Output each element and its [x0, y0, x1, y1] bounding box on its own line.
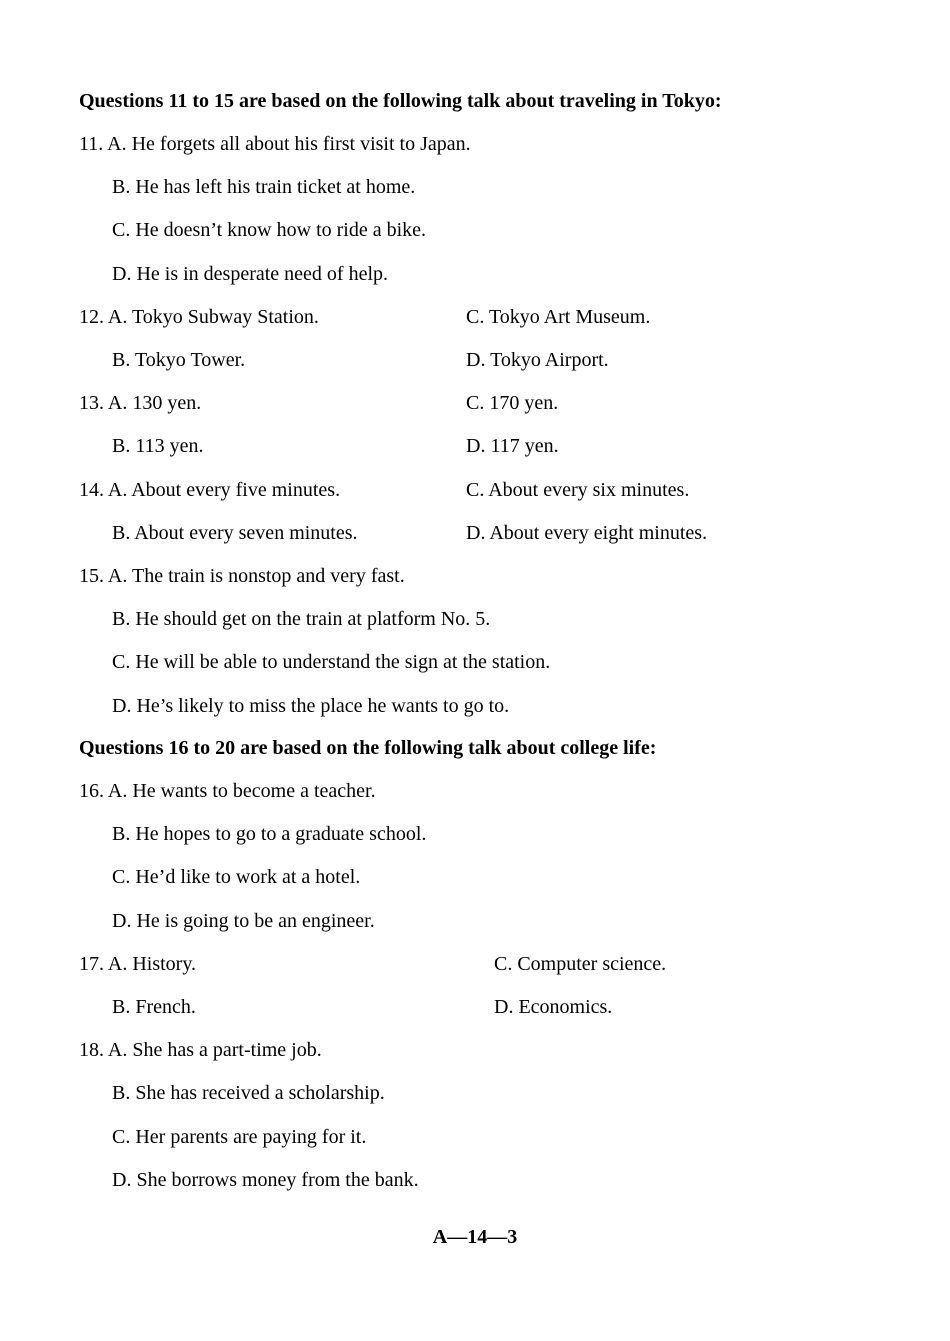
q14-option-b: B. About every seven minutes. — [112, 522, 358, 544]
section-heading-11-15: Questions 11 to 15 are based on the following talk about traveling in Tokyo: — [79, 90, 722, 112]
q11-option-d: D. He is in desperate need of help. — [112, 263, 389, 285]
q14-option-a: 14. A. About every five minutes. — [79, 479, 341, 501]
q18-option-a: 18. A. She has a part-time job. — [79, 1039, 322, 1061]
q17-option-b: B. French. — [112, 996, 196, 1018]
q17-option-d: D. Economics. — [494, 996, 613, 1018]
q14-option-c: C. About every six minutes. — [466, 479, 690, 501]
q18-option-c: C. Her parents are paying for it. — [112, 1126, 367, 1148]
q11-option-b: B. He has left his train ticket at home. — [112, 176, 416, 198]
q16-option-a: 16. A. He wants to become a teacher. — [79, 780, 376, 802]
q15-option-b: B. He should get on the train at platform No. 5. — [112, 608, 491, 630]
q15-option-a: 15. A. The train is nonstop and very fast. — [79, 565, 405, 587]
q17-option-a: 17. A. History. — [79, 953, 197, 975]
q15-option-d: D. He’s likely to miss the place he wants to go to. — [112, 695, 510, 717]
q11-option-a: 11. A. He forgets all about his first visit to Japan. — [79, 133, 471, 155]
q13-option-b: B. 113 yen. — [112, 435, 204, 457]
q16-option-b: B. He hopes to go to a graduate school. — [112, 823, 427, 845]
q17-option-c: C. Computer science. — [494, 953, 667, 975]
q11-option-c: C. He doesn’t know how to ride a bike. — [112, 219, 427, 241]
q18-option-b: B. She has received a scholarship. — [112, 1082, 385, 1104]
q12-option-b: B. Tokyo Tower. — [112, 349, 246, 371]
q15-option-c: C. He will be able to understand the sign at the station. — [112, 651, 551, 673]
q18-option-d: D. She borrows money from the bank. — [112, 1169, 419, 1191]
section-heading-16-20: Questions 16 to 20 are based on the following talk about college life: — [79, 737, 657, 759]
q13-option-d: D. 117 yen. — [466, 435, 559, 457]
q16-option-c: C. He’d like to work at a hotel. — [112, 866, 361, 888]
q12-option-d: D. Tokyo Airport. — [466, 349, 609, 371]
q13-option-a: 13. A. 130 yen. — [79, 392, 202, 414]
q12-option-c: C. Tokyo Art Museum. — [466, 306, 651, 328]
q12-option-a: 12. A. Tokyo Subway Station. — [79, 306, 319, 328]
page-number: A—14—3 — [432, 1226, 518, 1248]
q14-option-d: D. About every eight minutes. — [466, 522, 708, 544]
q16-option-d: D. He is going to be an engineer. — [112, 910, 375, 932]
q13-option-c: C. 170 yen. — [466, 392, 559, 414]
